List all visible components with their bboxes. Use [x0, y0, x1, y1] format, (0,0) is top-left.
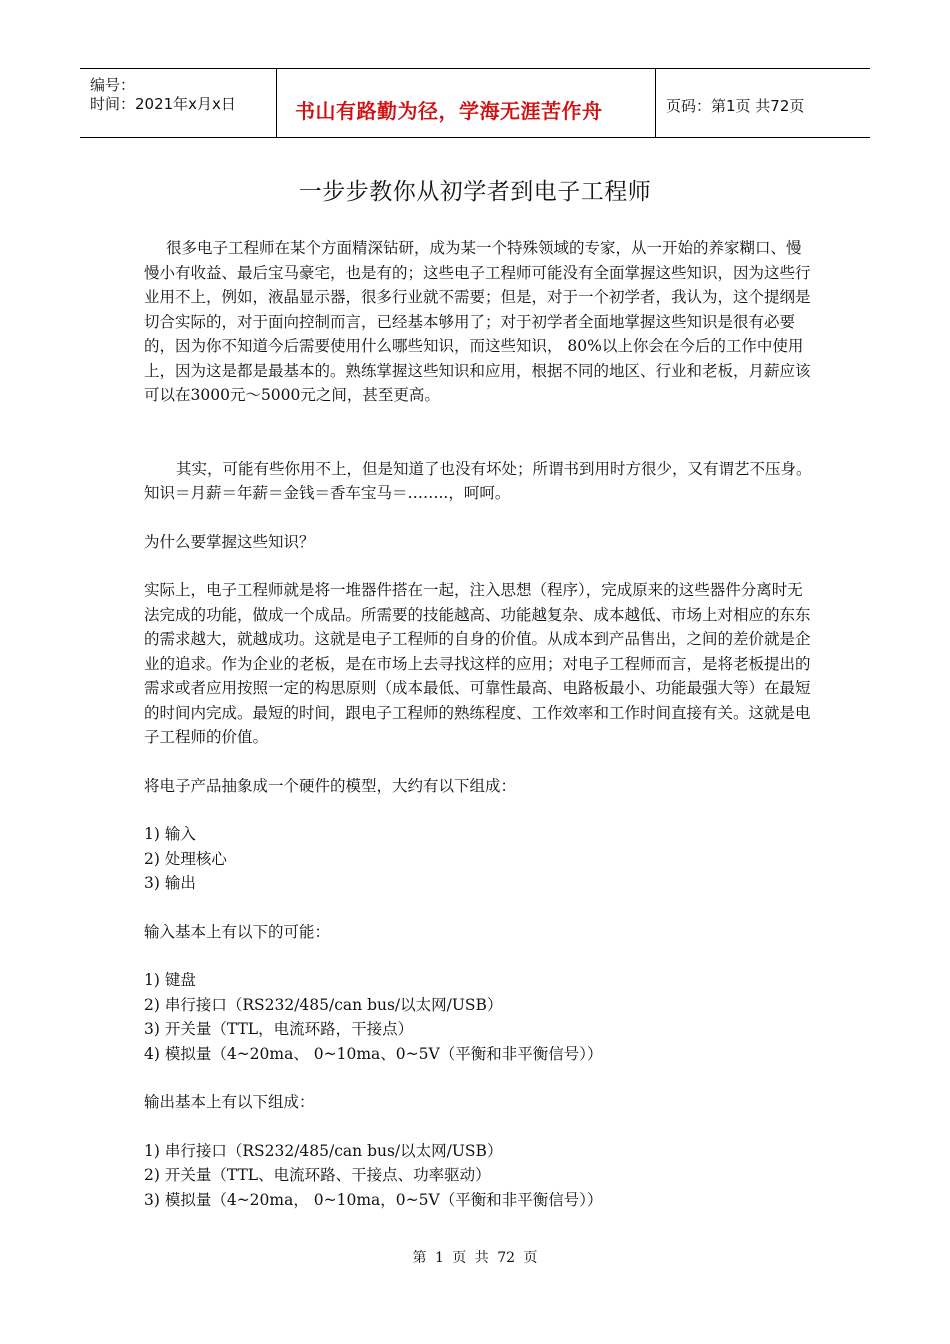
- list-item: 1) 串行接口（RS232/485/can bus/以太网/USB）: [144, 1141, 503, 1160]
- motto: 书山有路勤为径，学海无涯苦作舟: [295, 99, 603, 123]
- paragraph-outputs: 输出基本上有以下组成：: [144, 1093, 315, 1111]
- list-item: 3) 开关量（TTL，电流环路，干接点）: [144, 1020, 414, 1038]
- list-item: 4) 模拟量（4~20ma、 0~10ma、0~5V（平衡和非平衡信号））: [144, 1044, 603, 1063]
- page-info: 页码：第1页 共72页: [666, 97, 805, 115]
- list-item: 2) 串行接口（RS232/485/can bus/以太网/USB）: [144, 995, 503, 1014]
- list-item: 3) 输出: [144, 874, 196, 892]
- paragraph-value: 实际上，电子工程师就是将一堆器件搭在一起，注入思想（程序），完成原来的这些器件分离时无法完成的功能，做成一个成品。所需要的技能越高、功能越复杂、成本越低、市场上对相应的东东的需求越大，就越成功。这就是电子工程师的自身的价值。从成本到产品售出，之间的差价就是企业的追求。作为企业的老板，是在市场上去寻找这样的应用；对电子工程师而言，是将老板提出的需求或者应用按照一定的构思原则（成本最低、可靠性最高、电路板最小、功能最强大等）在最短的时间内完成。最短的时间，跟电子工程师的熟练程度、工作效率和工作时间直接有关。这就是电子工程师的价值。: [144, 581, 811, 746]
- list-item: 1) 键盘: [144, 971, 196, 989]
- paragraph-aside: 其实，可能有些你用不上，但是知道了也没有坏处；所谓书到用时方很少，又有谓艺不压身。知识＝月薪＝年薪＝金钱＝香车宝马＝……..，呵呵。: [144, 459, 812, 502]
- header-info-cell: [80, 69, 277, 137]
- paragraph-model: 将电子产品抽象成一个硬件的模型，大约有以下组成：: [144, 776, 517, 795]
- header-page-cell: [656, 69, 870, 137]
- page-footer: 第 1 页 共 72 页: [412, 1250, 538, 1266]
- paragraph-question: 为什么要掌握这些知识？: [144, 532, 315, 551]
- document-title: 一步步教你从初学者到电子工程师: [298, 179, 652, 205]
- number-label: 编号：: [90, 76, 136, 94]
- list-item: 3) 模拟量（4~20ma， 0~10ma，0~5V（平衡和非平衡信号））: [144, 1190, 603, 1209]
- list-item: 1) 输入: [144, 825, 196, 843]
- document-body: [144, 236, 816, 1212]
- paragraph-intro: 很多电子工程师在某个方面精深钻研，成为某一个特殊领域的专家，从一开始的养家糊口、慢慢小有收益、最后宝马豪宅，也是有的；这些电子工程师可能没有全面掌握这些知识，因为这些行业用不上，例如，液晶显示器，很多行业就不需要；但是，对于一个初学者，我认为，这个提纲是切合实际的，对于面向控制而言，已经基本够用了；对于初学者全面地掌握这些知识是很有必要的，因为你不知道今后需要使用什么哪些知识，而这些知识， 80%以上你会在今后的工作中使用上，因为这是都是最基本的。熟练掌握这些知识和应用，根据不同的地区、行业和老板，月薪应该可以在3000元～5000元之间，甚至更高。: [144, 239, 811, 404]
- list-item: 2) 开关量（TTL、电流环路、干接点、功率驱动）: [144, 1166, 491, 1184]
- paragraph-inputs: 输入基本上有以下的可能：: [144, 922, 331, 941]
- list-item: 2) 处理核心: [144, 849, 227, 868]
- page-header: [80, 68, 870, 138]
- time-label: 时间：2021年x月x日: [90, 95, 236, 113]
- header-motto-cell: [277, 69, 656, 137]
